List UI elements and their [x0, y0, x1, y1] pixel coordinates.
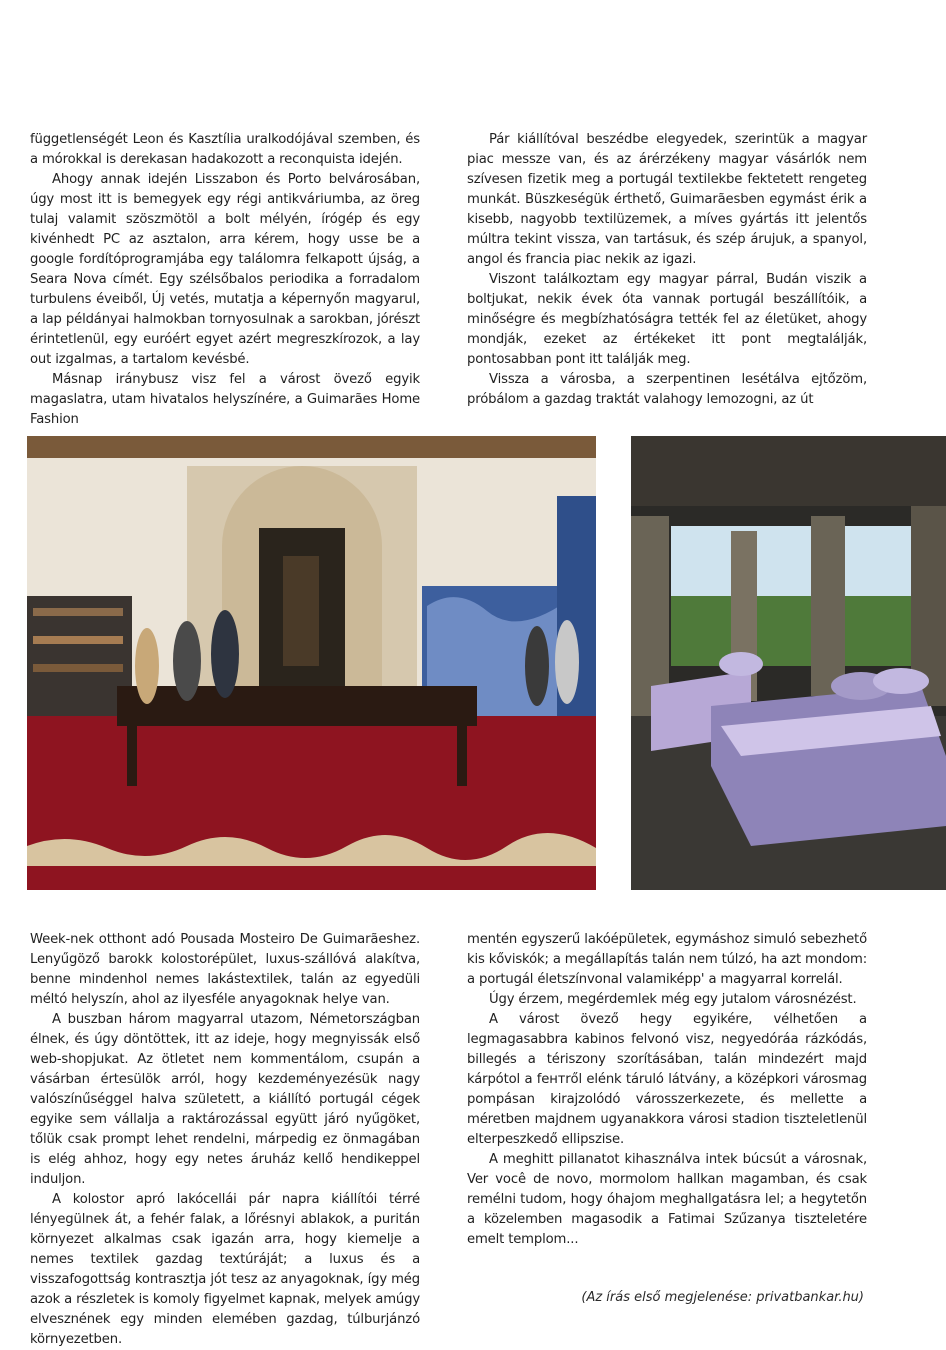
source-attribution: (Az írás első megjelenése: privatbankar.hu): [581, 1290, 864, 1305]
paragraph: Week-nek otthont adó Pousada Mosteiro De Guimarãeshez. Lenyűgöző barokk kolostorépület, luxus-szállóvá alakítva, benne mindenhol nemes lakástextilek, talán az egyedüli méltó helyszín, ahol az ilyesféle anyagoknak helye van.: [30, 932, 420, 1007]
photo-monastery-hall: [27, 436, 596, 890]
paragraph: mentén egyszerű lakóépületek, egymáshoz simuló sebezhető kis kőviskók; a megállapítás talán nem túlzó, ha azt mondom: a portugál életszínvonal valamiképp' a magyarral korrelál.: [467, 932, 867, 987]
paragraph: függetlenségét Leon és Kasztília uralkodójával szemben, és a mórokkal is derekasan hadakozott a reconquista idején.: [30, 132, 420, 167]
photo-terrace-bed: [631, 436, 946, 890]
article-column-top-left: [30, 130, 420, 430]
article-column-top-right: [467, 130, 867, 410]
paragraph: Vissza a városba, a szerpentinen lesétálva ejtőzöm, próbálom a gazdag traktát valahogy lemozogni, az út: [467, 372, 867, 407]
paragraph: A meghitt pillanatot kihasználva intek búcsút a városnak, Ver você de novo, mormolom hallkan magamban, és csak remélni tudom, hogy óhajom meghallgatásra lel; a hegytetőn a közelemben magasodik a Fatimai Szűzanya tiszteletére emelt templom...: [467, 1152, 867, 1247]
paragraph: Viszont találkoztam egy magyar párral, Budán viszik a boltjukat, nekik évek óta vannak portugál beszállítóik, a minőségre és megbízhatóságra tették fel az életüket, ahogy mondják, ezeket az értékeket itt pont megtalálják, pontosabban pont itt találják meg.: [467, 272, 867, 367]
paragraph: A buszban három magyarral utazom, Németországban élnek, és úgy döntöttek, itt az ideje, hogy megnyissák első web-shopjukat. Az ötletet nem kommentálom, csupán a vásárban értesülök arról, hogy kezdeményezésük nagy valószínűséggel halva született, a kiállító portugál cégek egyike sem vállalja a raktározással együtt járó nyűgöket, tőlük csak prompt lehet rendelni, márpedig ez önmagában is elég ahhoz, hogy egy netes áruház kellő hendikeppel induljon.: [30, 1012, 420, 1187]
paragraph: Pár kiállítóval beszédbe elegyedek, szerintük a magyar piac messze van, és az árérzékeny magyar vásárlók nem szívesen fizetik meg a portugál textilekbe fektetett rengeteg munkát. Büszkeségük érthető, Guimarãesben egymást érik a kisebb, nagyobb textilüzemek, a míves gyártás itt jelentős múltra tekint vissza, van tartásuk, és szép árujuk, a spanyol, angol és francia piac nekik az igazi.: [467, 132, 867, 267]
article-column-bottom-left: [30, 930, 420, 1350]
paragraph: A várost övező hegy egyikére, vélhetően a legmagasabbra kabinos felvonó visz, negyedóráa rázkódás, billegés a tériszony szorításában, talán mindezért majd kárpótol a fентről elénk táruló látvány, a középkori városmag pompásan kirajzolódó városszerkezete, és mellette a méretben majdnem ugyanakkora városi stadion tiszteletlenül elterpeszkedő ellipszise.: [467, 1012, 867, 1147]
paragraph: Úgy érzem, megérdemlek még egy jutalom városnézést.: [489, 992, 857, 1007]
paragraph: Másnap iránybusz visz fel a várost övező egyik magaslatra, utam hivatalos helyszínére, a Guimarães Home Fashion: [30, 372, 420, 427]
article-column-bottom-right: [467, 930, 867, 1250]
paragraph: A kolostor apró lakócellái pár napra kiállítói térré lényegülnek át, a fehér falak, a lőrésnyi ablakok, a puritán környezet alkalmas csak igazán arra, hogy kiemelje a nemes textilek gazdag textúráját; a luxus és a visszafogottság kontrasztja jót tesz az anyagoknak, így még azok a részletek is komoly figyelmet kapnak, melyek amúgy elvesznének egy minden elemében gazdag, túlburjánzó környezetben.: [30, 1192, 420, 1347]
paragraph: Ahogy annak idején Lisszabon és Porto belvárosában, úgy most itt is bemegyek egy régi antikváriumba, az öreg tulaj valamit szöszmötöl a bolt mélyén, írógép és egy kivénhedt PC az asztalon, arra kérem, hogy usse be a google fordítóprogramjába egy találomra felkapott újság, a Seara Nova címét. Egy szélsőbalos periodika a forradalom turbulens éveiből, Új vetés, mutatja a képernyőn magyarul, a lap példányai halmokban tornyosulnak a sarokban, jórészt érintetlenül, egy euróért egyet azért megreszkírozok, a lay out izgalmas, a tartalom kevésbé.: [30, 172, 420, 367]
